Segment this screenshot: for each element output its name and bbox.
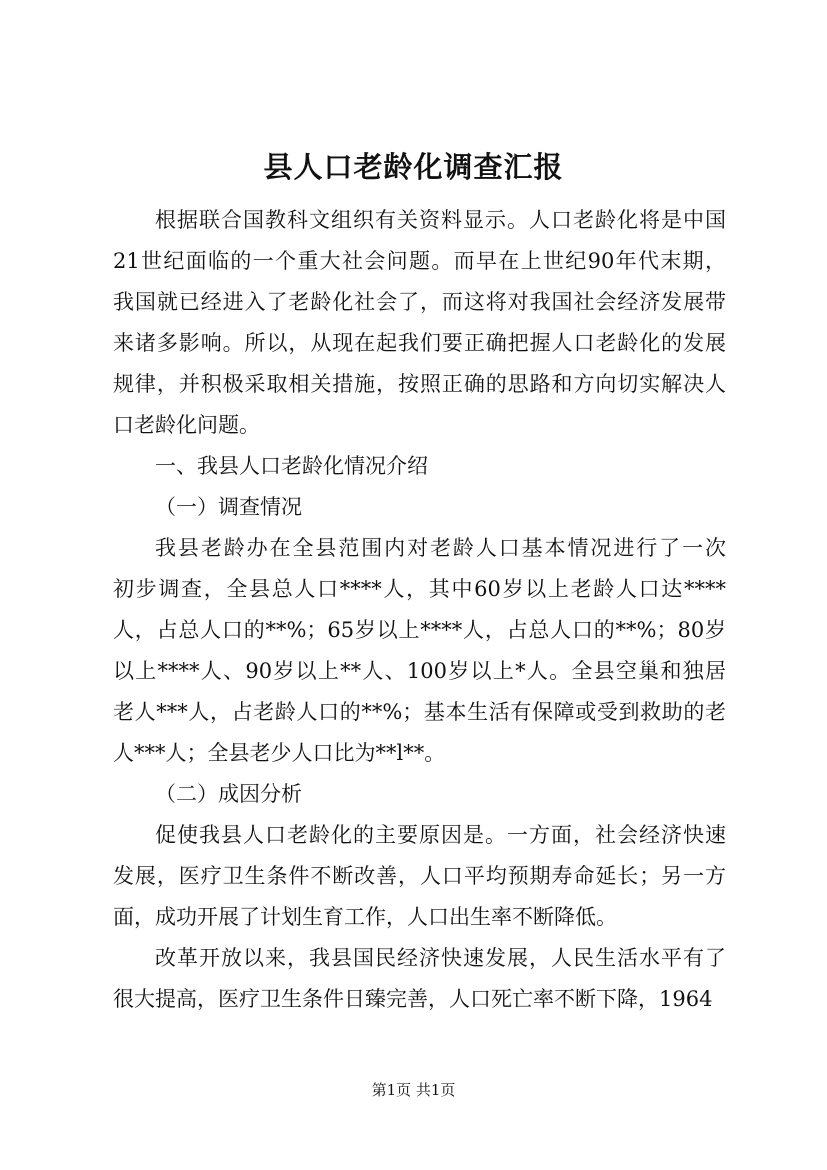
paragraph-line: 改革开放以来，我县国民经济快速发展，人民生活水平有了 — [155, 946, 726, 970]
page-footer: 第1页 共1页 — [371, 1081, 456, 1099]
paragraph-line: 发展，医疗卫生条件不断改善，人口平均预期寿命延长；另一方 — [113, 864, 726, 888]
paragraph-line: 规律，并积极采取相关措施，按照正确的思路和方向切实解决人 — [113, 372, 726, 396]
paragraph-line: 初步调查，全县总人口****人，其中60岁以上老龄人口达**** — [113, 577, 726, 601]
paragraph-line: 人***人；全县老少人口比为**l**。 — [113, 741, 446, 765]
subsection-heading: （二）成因分析 — [155, 782, 302, 806]
paragraph-line: 老人***人，占老龄人口的**%；基本生活有保障或受到救助的老 — [113, 700, 726, 724]
paragraph-line: 21世纪面临的一个重大社会问题。而早在上世纪90年代末期， — [113, 249, 726, 273]
paragraph-line: 促使我县人口老龄化的主要原因是。一方面，社会经济快速 — [155, 823, 726, 847]
paragraph-line: 以上****人、90岁以上**人、100岁以上*人。全县空巢和独居 — [113, 659, 726, 683]
paragraph-line: 很大提高，医疗卫生条件日臻完善，人口死亡率不断下降，1964 — [113, 987, 713, 1011]
section-heading: 一、我县人口老龄化情况介绍 — [155, 454, 428, 478]
paragraph-line: 人，占总人口的**%；65岁以上****人，占总人口的**%；80岁 — [113, 618, 726, 642]
paragraph-line: 口老龄化问题。 — [113, 413, 260, 437]
document-title: 县人口老龄化调查汇报 — [263, 150, 564, 184]
document-body — [113, 200, 726, 1020]
paragraph-line: 根据联合国教科文组织有关资料显示。人口老龄化将是中国 — [155, 208, 726, 232]
paragraph-line: 我县老龄办在全县范围内对老龄人口基本情况进行了一次 — [155, 536, 726, 560]
paragraph-line: 面，成功开展了计划生育工作，人口出生率不断降低。 — [113, 905, 617, 929]
subsection-heading: （一）调查情况 — [155, 495, 302, 519]
paragraph-line: 来诸多影响。所以，从现在起我们要正确把握人口老龄化的发展 — [113, 331, 726, 355]
paragraph-line: 我国就已经进入了老龄化社会了，而这将对我国社会经济发展带 — [113, 290, 726, 314]
